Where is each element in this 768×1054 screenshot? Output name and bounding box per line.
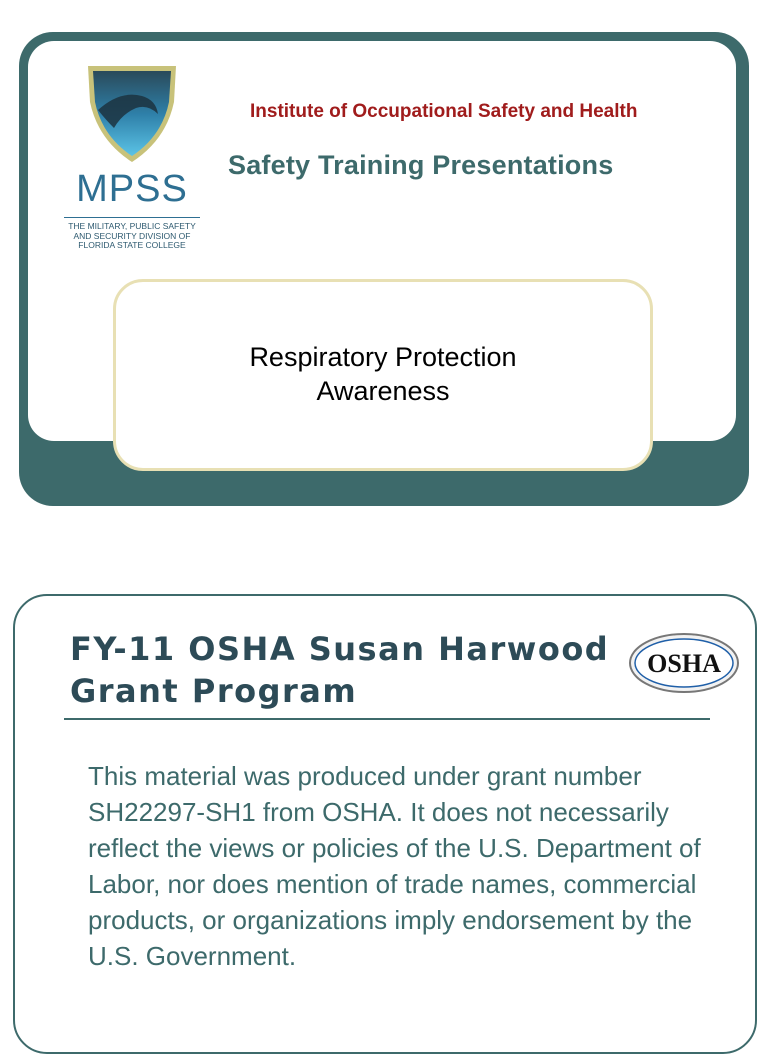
logo-subtitle: THE MILITARY, PUBLIC SAFETY AND SECURITY DIVISION OF FLORIDA STATE COLLEGE <box>68 221 196 250</box>
mpss-logo <box>62 62 202 262</box>
logo-name: MPSS <box>76 168 188 210</box>
osha-logo-text: OSHA <box>647 649 721 678</box>
logo-divider <box>64 217 200 218</box>
presentation-title-line1: Respiratory Protection <box>249 342 517 372</box>
grant-title-line2: Grant Program <box>70 672 358 710</box>
series-title: Safety Training Presentations <box>228 150 614 180</box>
presentation-title <box>116 340 650 408</box>
disclaimer-text: This material was produced under grant number SH22297-SH1 from OSHA. It does not necessarily reflect the views or policies of the U.S. Department of Labor, nor does mention of trade names, commercial products, or organizations imply endorsement by the U.S. Government. <box>88 761 701 971</box>
presentation-title-box <box>113 279 653 471</box>
osha-logo-icon <box>628 632 740 694</box>
grant-title <box>70 628 609 712</box>
shield-icon <box>62 62 202 166</box>
presentation-title-line2: Awareness <box>316 376 450 406</box>
title-divider <box>64 718 710 720</box>
grant-title-line1: FY-11 OSHA Susan Harwood <box>70 630 610 668</box>
institute-name: Institute of Occupational Safety and Health <box>250 101 638 122</box>
